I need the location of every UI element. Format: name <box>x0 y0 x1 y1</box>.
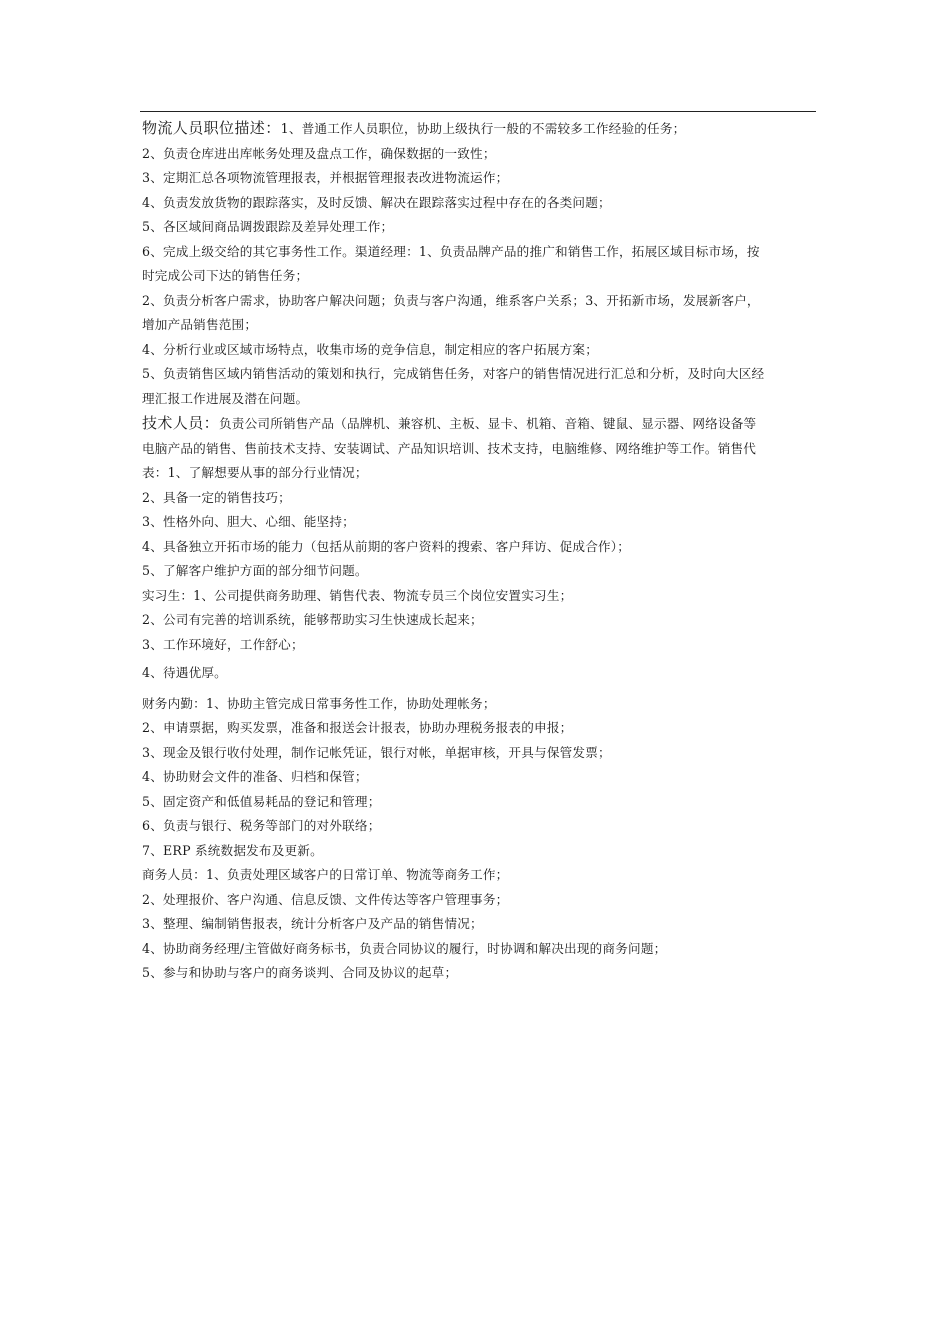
logistics-item: 4、负责发放货物的跟踪落实，及时反馈、解决在跟踪落实过程中存在的各类问题； <box>142 194 611 210</box>
finance-item: 2、申请票据，购买发票，准备和报送会计报表，协助办理税务报表的申报； <box>142 720 573 735</box>
tech-intro: 负责公司所销售产品（品牌机、兼容机、主板、显卡、机箱、音箱、键鼠、显示器、网络设备等 <box>219 416 757 431</box>
finance-item: 5、固定资产和低值易耗品的登记和管理； <box>142 793 381 809</box>
logistics-item: 5、各区域间商品调拨跟踪及差异处理工作； <box>142 219 394 234</box>
finance-item: 3、现金及银行收付处理，制作记帐凭证，银行对帐，单据审核，开具与保管发票； <box>142 744 611 760</box>
logistics-item: 6、完成上级交给的其它事务性工作。渠道经理：1、负责品牌产品的推广和销售工作，拓展区域目标市场，按 <box>142 243 760 259</box>
logistics-item: 4、分析行业或区域市场特点，收集市场的竞争信息，制定相应的客户拓展方案； <box>142 341 598 357</box>
logistics-item: 3、定期汇总各项物流管理报表，并根据管理报表改进物流运作； <box>142 170 509 185</box>
business-item: 5、参与和协助与客户的商务谈判、合同及协议的起草； <box>142 965 458 980</box>
tech-first-line <box>142 411 816 437</box>
logistics-item: 增加产品销售范围； <box>142 317 258 332</box>
logistics-item-1: 1、普通工作人员职位，协助上级执行一般的不需较多工作经验的任务； <box>280 121 686 136</box>
tech-item: 5、了解客户维护方面的部分细节问题。 <box>142 563 368 578</box>
business-item: 3、整理、编制销售报表，统计分析客户及产品的销售情况； <box>142 916 483 931</box>
logistics-item: 5、负责销售区域内销售活动的策划和执行，完成销售任务，对客户的销售情况进行汇总和分析，及时向大区经 <box>142 366 765 381</box>
business-item: 商务人员：1、负责处理区域客户的日常订单、物流等商务工作； <box>142 867 509 882</box>
tech-item: 表：1、了解想要从事的部分行业情况； <box>142 465 368 480</box>
finance-item: 7、ERP 系统数据发布及更新。 <box>142 842 323 858</box>
finance-item: 财务内勤：1、协助主管完成日常事务性工作，协助处理帐务； <box>142 695 496 711</box>
logistics-item: 理汇报工作进展及潜在问题。 <box>142 390 309 406</box>
header-rule <box>140 111 816 112</box>
logistics-first-line <box>142 116 816 142</box>
logistics-item: 时完成公司下达的销售任务； <box>142 268 309 283</box>
intern-item: 4、待遇优厚。 <box>142 665 227 680</box>
intern-item: 2、公司有完善的培训系统，能够帮助实习生快速成长起来； <box>142 612 483 627</box>
finance-item: 6、负责与银行、税务等部门的对外联络； <box>142 818 381 833</box>
tech-item: 2、具备一定的销售技巧； <box>142 489 291 505</box>
document-page <box>140 0 816 1344</box>
tech-item: 电脑产品的销售、售前技术支持、安装调试、产品知识培训、技术支持，电脑维修、网络维护等工作。销售代 <box>142 440 757 456</box>
business-item: 4、协助商务经理/主管做好商务标书，负责合同协议的履行，时协调和解决出现的商务问题； <box>142 940 667 956</box>
tech-item: 4、具备独立开拓市场的能力（包括从前期的客户资料的搜索、客户拜访、促成合作）； <box>142 538 631 554</box>
document-body <box>142 116 816 986</box>
logistics-item: 2、负责仓库进出库帐务处理及盘点工作，确保数据的一致性； <box>142 145 496 161</box>
tech-heading: 技术人员： <box>142 414 220 432</box>
logistics-item: 2、负责分析客户需求，协助客户解决问题；负责与客户沟通，维系客户关系；3、开拓新市场，发展新客户， <box>142 292 760 308</box>
finance-item: 4、协助财会文件的准备、归档和保管； <box>142 769 368 784</box>
intern-item: 3、工作环境好，工作舒心； <box>142 636 304 652</box>
business-item: 2、处理报价、客户沟通、信息反馈、文件传达等客户管理事务； <box>142 891 509 907</box>
intern-item: 实习生：1、公司提供商务助理、销售代表、物流专员三个岗位安置实习生； <box>142 587 573 603</box>
logistics-heading: 物流人员职位描述： <box>142 119 281 137</box>
tech-item: 3、性格外向、胆大、心细、能坚持； <box>142 514 355 529</box>
